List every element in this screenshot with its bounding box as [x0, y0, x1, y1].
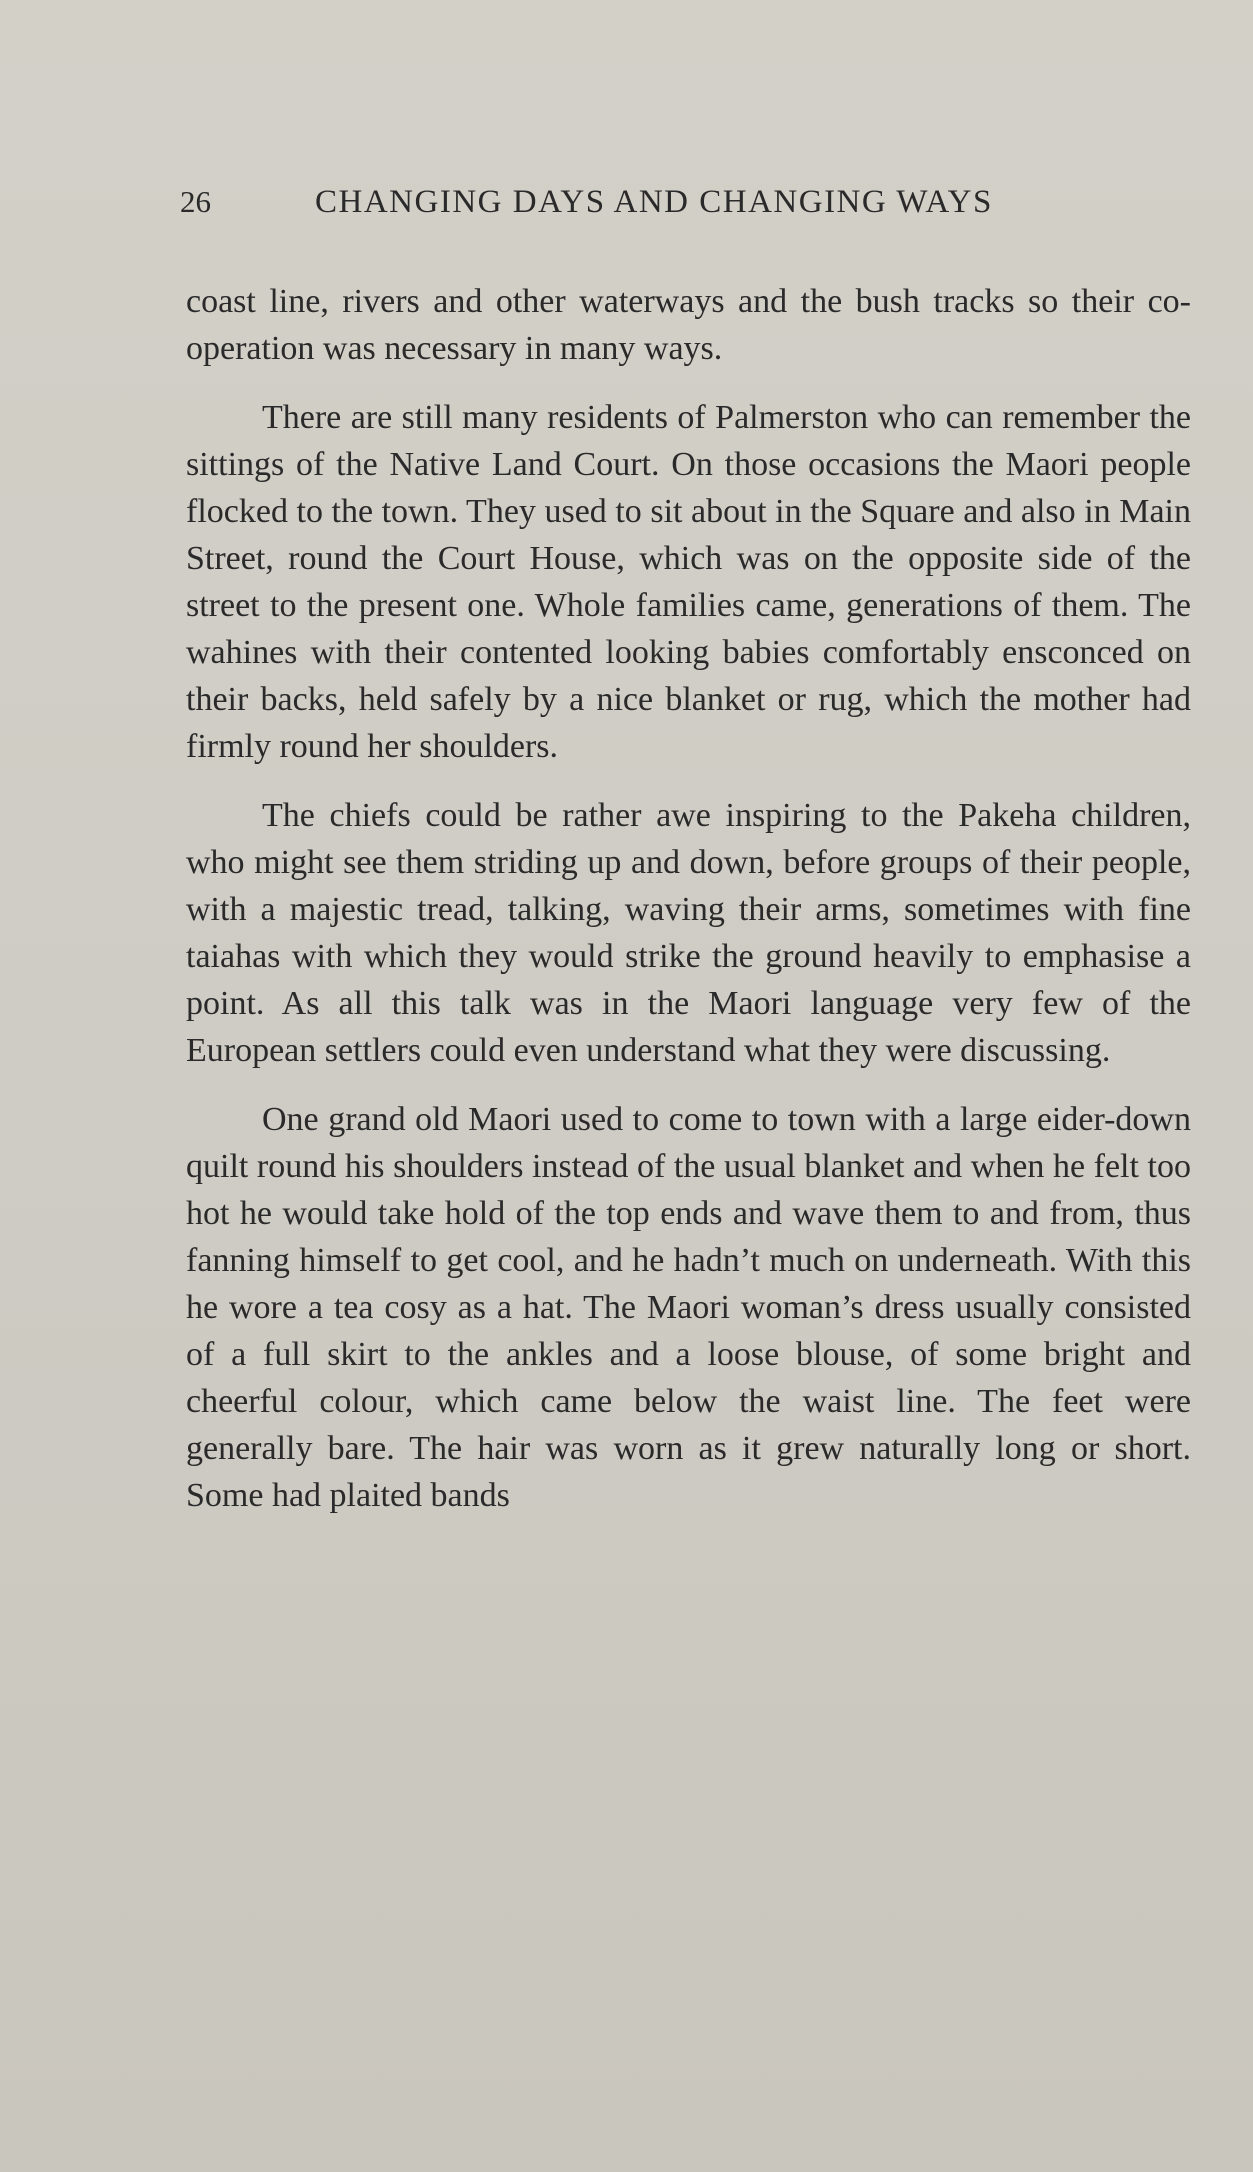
page-number: 26 — [180, 184, 211, 219]
paragraph-grand-old-maori: One grand old Maori used to come to town with a large eider-down quilt round his shoulders instead of the usual blanket and when he felt too hot he would take hold of the top ends and wave them to and from, thus fanning himself to get cool, and he hadn’t much on underneath. With this he wore a tea cosy as a hat. The Maori woman’s dress usually consisted of a full skirt to the ankles and a loose blouse, of some bright and cheerful colour, which came below the waist line. The feet were generally bare. The hair was worn as it grew naturally long or short. Some had plaited bands — [186, 1101, 1191, 1514]
body-text — [186, 278, 1191, 1541]
running-head — [180, 184, 1060, 224]
running-title: CHANGING DAYS AND CHANGING WAYS — [315, 184, 993, 220]
paragraph-native-land-court: There are still many residents of Palmerston who can remember the sittings of the Native Land Court. On those occasions the Maori people flocked to the town. They used to sit about in the Square and also in Main Street, round the Court House, which was on the opposite side of the street to the present one. Whole families came, generations of them. The wahines with their contented looking babies comfortably ensconced on their backs, held safely by a nice blanket or rug, which the mother had firmly round her shoulders. — [186, 399, 1191, 765]
paragraph-continued: coast line, rivers and other waterways and the bush tracks so their co-operation was necessary in many ways. — [186, 283, 1191, 367]
paragraph-chiefs: The chiefs could be rather awe inspiring to the Pakeha children, who might see them striding up and down, before groups of their people, with a majestic tread, talking, waving their arms, sometimes with fine taiahas with which they would strike the ground heavily to emphasise a point. As all this talk was in the Maori language very few of the European settlers could even understand what they were discussing. — [186, 797, 1191, 1069]
